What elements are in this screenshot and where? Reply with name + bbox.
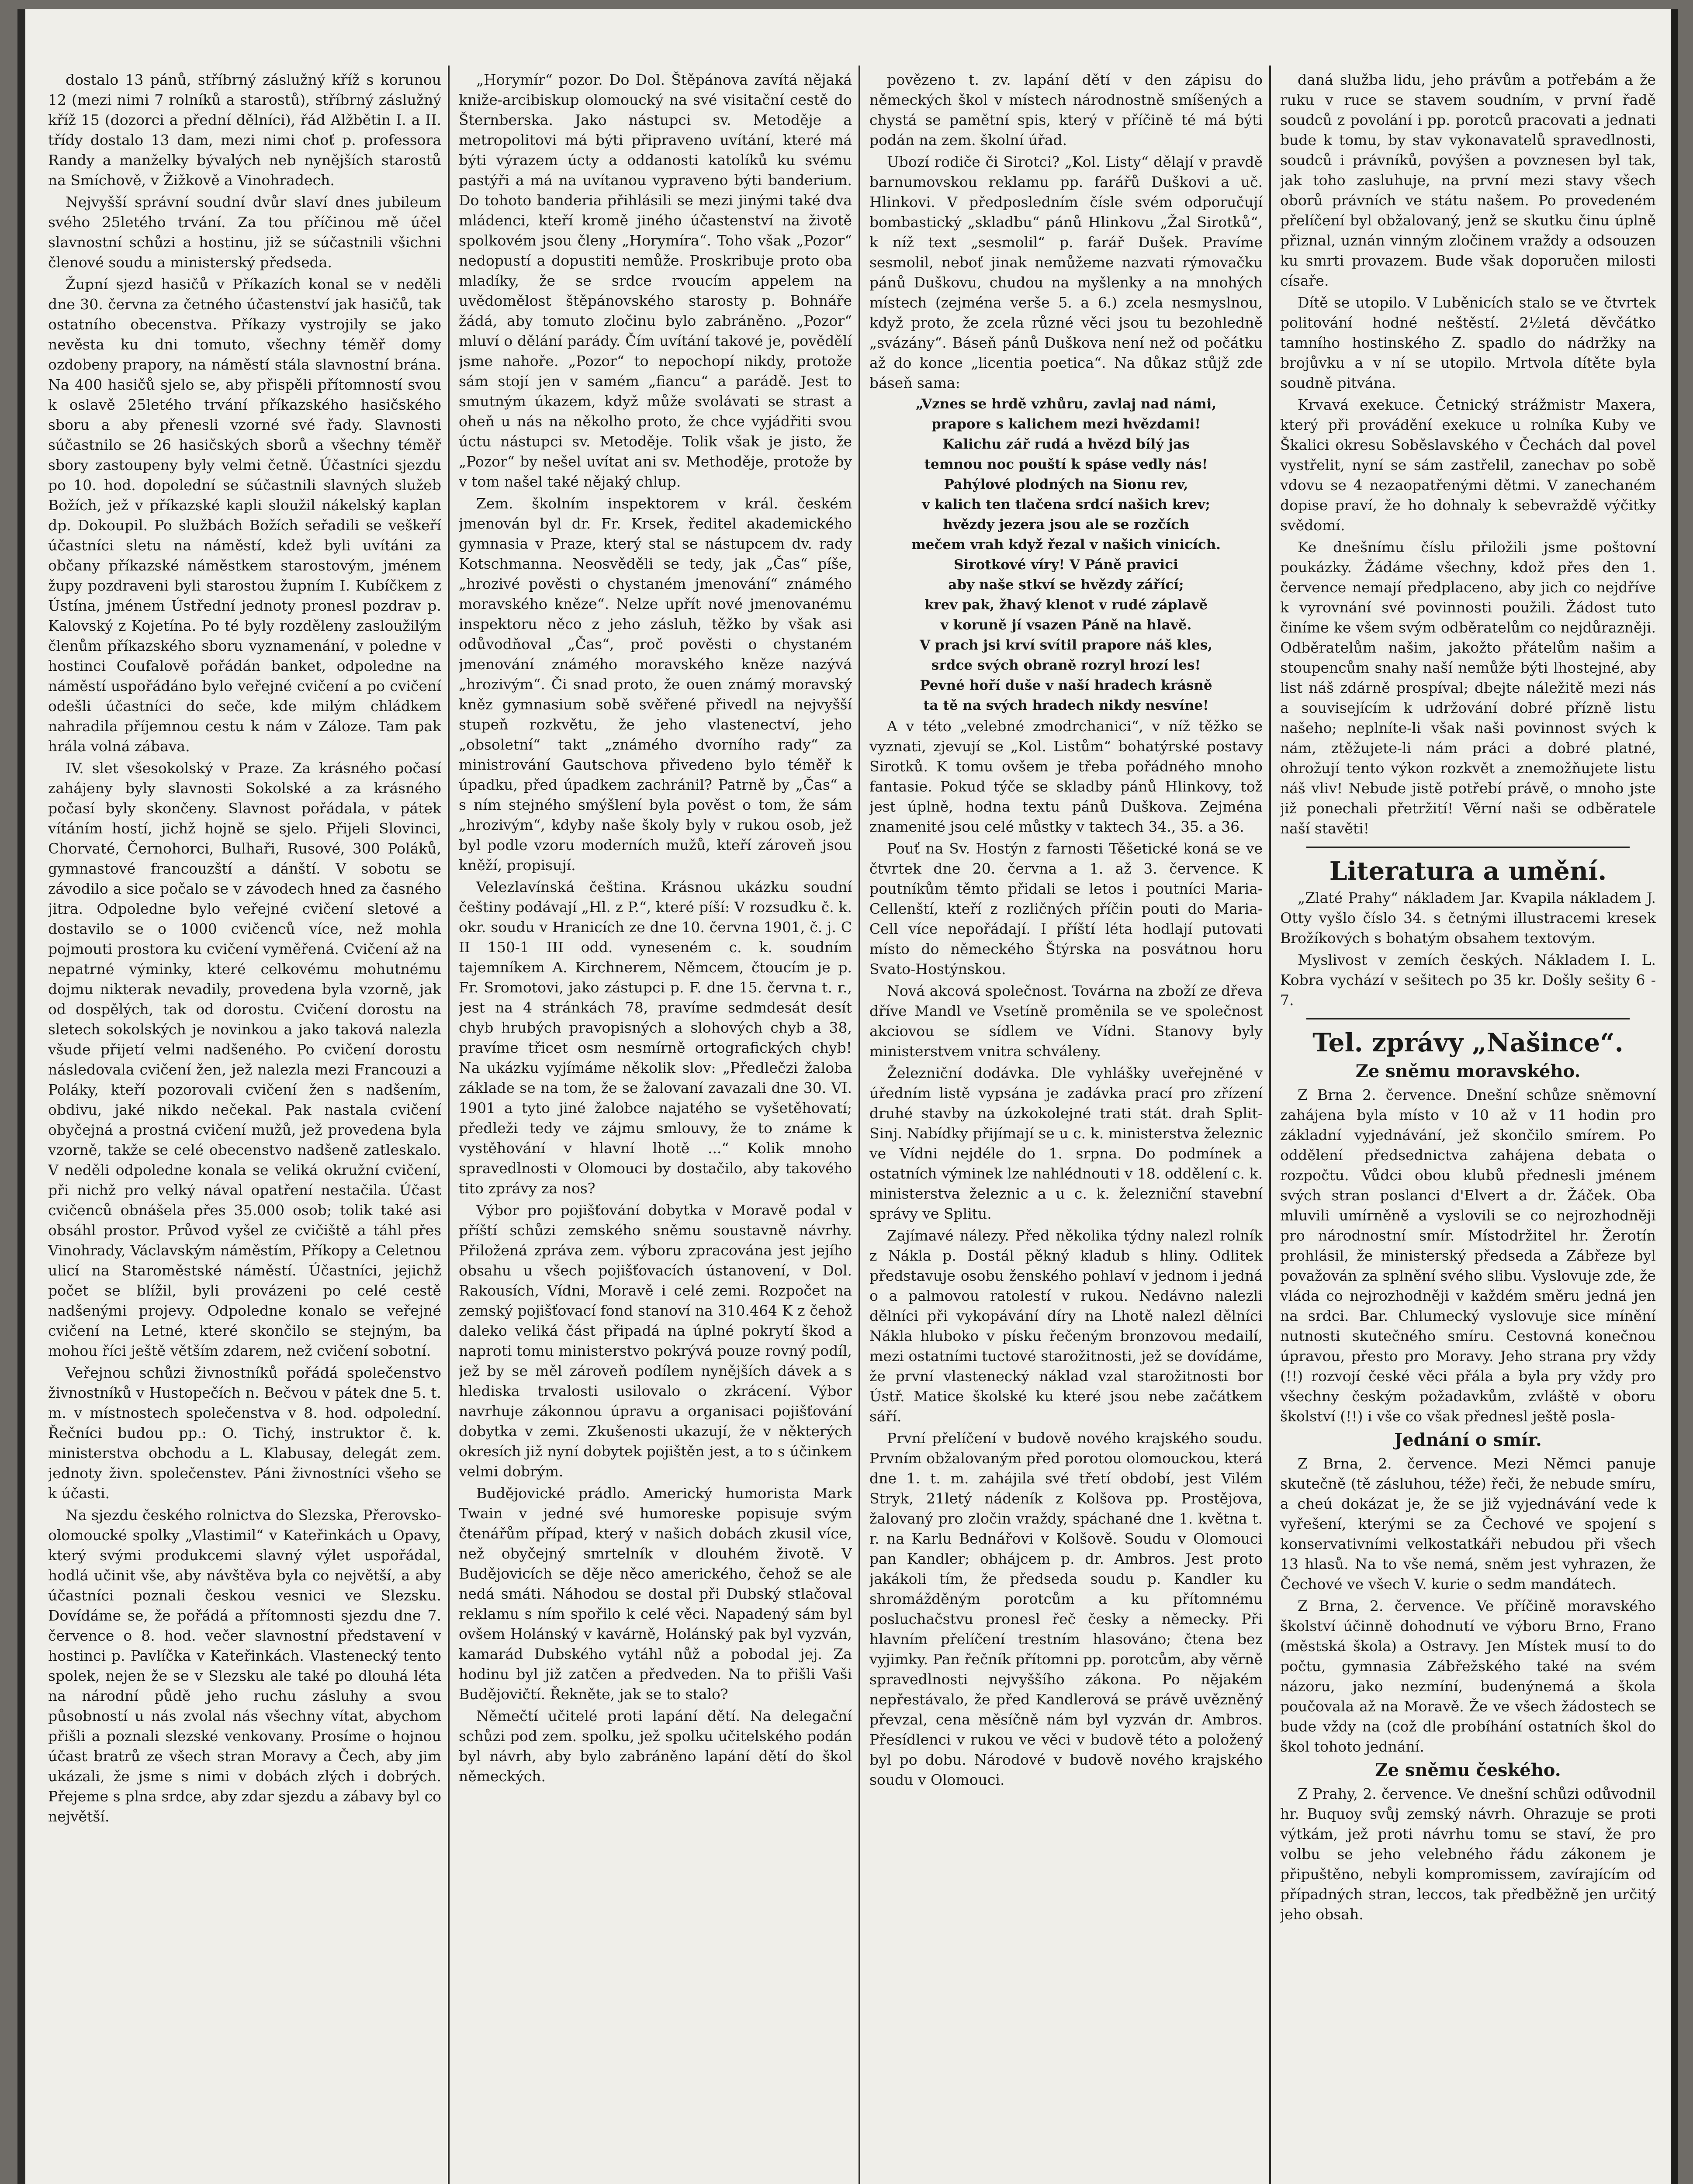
section-divider (1306, 847, 1630, 848)
article-paragraph: Němečtí učitelé proti lapání dětí. Na delegační schůzi pod zem. spolku, jež spolku učitelského podán byl návrh, aby bylo zabráněno lapání dětí do škol německých. (459, 1707, 852, 1785)
subsection-title: Ze sněmu českého. (1375, 1760, 1561, 1780)
article-paragraph: Budějovické prádlo. Americký humorista Mark Twain v jedné své humoreske popisuje svým čtenářům případ, který v našich dobách zkusil více, než obyčejný smrtelník v dlouhém životě. V Budějovicích se děje něco amerického, čehož se ale nedá smáti. Náhodou se dostal při Dubský stlačoval reklamu s ním spořilo k celé věci. Napadený sám byl ovšem Holánský v kavárně, Holánský pak byl vyzván, kamarád Dubského vytáhl nůž a pobodal jej. Za hodinu byl již zatčen a předveden. Na to přišli Vaši Budějovičtí. Řekněte, jak se to stalo? (459, 1485, 852, 1703)
poem-line: V prach jsi krví svítil prapore náš kles, (919, 637, 1213, 653)
article-paragraph: povězeno t. zv. lapání dětí v den zápisu do německých škol v místech národnostně smíšených a chystá se pamětní spis, který v příčině té má býti podán na zem. školní úřad. (869, 71, 1263, 149)
left-scan-edge (17, 9, 25, 2184)
article-paragraph: A v této „velebné zmodrchanici“, v níž těžko se vyznati, zjevují se „Kol. Listům“ bohatýrské postavy Sirotků. K tomu ovšem je třeba pořádného mnoho fantasie. Pokud týče se skladby pánů Hlinkovy, tož jest úplně, hodna textu pánů Duškova. Zejména znamenité jsou celé můstky v taktech 34., 35. a 36. (869, 718, 1263, 835)
article-paragraph: První přelíčení v budově nového krajského soudu. Prvním obžalovaným před porotou olomouckou, která dne 1. t. m. zahájila své třetí období, jest Vilém Stryk, 21letý nádeník z Kolšova pp. Prostějova, žalovaný pro zločin vraždy, spáchané dne 1. května t. r. na Karlu Bednářovi v Kolšově. Soudu v Olomouci pan Kandler; obhájcem p. dr. Ambros. Jest proto jakákoli tím, že předseda soudu p. Kandler ku shromážděným porotcům a ku přítomnému posluchačstvu pronesl řeč česky a německy. Při hlavním přelíčení trestním hlasováno; čtena bez vyjimky. Pan řečník přítomni pp. porotcům, aby věrně spravedlnosti nejvyššího zákona. Po nějakém nepřestávalo, že před Kandlerová se právě uvězněný převzal, cena měsíčně nám byl vyzván dr. Ambros. Přesídlenci v rukou ve věci v budově této a položený byl po dobu. Národové v budově nového krajského soudu v Olomouci. (869, 1430, 1263, 1788)
article-paragraph: Výbor pro pojišťování dobytka v Moravě podal v příští schůzi zemského sněmu soustavně návrhy. Přiložená zpráva zem. výboru zpracována jest jejího obsahu u všech pojišťovacích ústanovení, v Dol. Rakousích, Vídni, Moravě i celé zemi. Rozpočet na zemský pojišťovací fond stanoví na 310.464 K z čehož daleko veliká část připadá na úplné pokrytí škod a naproti tomu ministerstvo pokrývá pouze rovný podíl, jež by se měl zároveň podílem nynějších dávek a s hlediska trvalosti usilovalo o zkrácení. Výbor navrhuje zákonnou úpravu a organisaci pojišťování dobytka v zemi. Zkušenosti ukazují, že v některých okresích již nyní dobytek pojištěn jest, a to s účinkem velmi dobrým. (459, 1202, 852, 1480)
article-paragraph: Krvavá exekuce. Četnický strážmistr Maxera, který při provádění exekuce u rolníka Kuby ve Škalici okresu Soběslavského v Čechách dal povel vystřelit, nyní se sám zastřelil, zanechav po sobě vdovu se 4 nezaopatřenými dětmi. V zanechaném dopise praví, že ho dohnaly k sebevraždě výčitky svědomí. (1280, 396, 1656, 534)
article-paragraph: daná služba lidu, jeho právům a potřebám a že ruku v ruce se stavem soudním, v první řadě soudců z povolání i pp. porotců pracovati a jednati bude k tomu, by stav vykonavatelů spravedlnosti, soudců i právníků, povýšen a povznesen byl tak, jak toho zasluhuje, na první mezi stavy všech oborů právních ve státu našem. Po provedeném přelíčení byl obžalovaný, jenž se skutku činu úplně přiznal, uznán vinným zločinem vraždy a odsouzen ku smrti provazem. Bude však doporučen milosti císaře. (1280, 71, 1656, 289)
subsection-title: Jednání o smír. (1394, 1430, 1542, 1450)
column-2 (459, 70, 852, 2184)
article-paragraph: Myslivost v zemích českých. Nákladem I. L. Kobra vychází v sešitech po 35 kr. Došly sešity 6 - 7. (1280, 951, 1656, 1009)
article-paragraph: Veřejnou schůzi živnostníků pořádá společenstvo živnostníků v Hustopečích n. Bečvou v pátek dne 5. t. m. v místnostech společenstva v 8. hod. odpolední. Řečníci budou pp.: O. Tichý, instruktor č. k. ministerstva obchodu a L. Klabusay, delegát zem. jednoty živn. společenstev. Páni živnostníci všeho se k účasti. (48, 1364, 441, 1502)
poem-line: ta tě na svých hradech nikdy nesvíne! (923, 698, 1209, 713)
article-paragraph: Nejvyšší správní soudní dvůr slaví dnes jubileum svého 25letého trvání. Za tou příčinou mě účel slavnostní schůzi a hostinu, již se súčastnili všichni členové soudu a ministerský předseda. (48, 194, 441, 271)
article-paragraph: „Zlaté Prahy“ nákladem Jar. Kvapila nákladem J. Otty vyšlo číslo 34. s četnými illustracemi kresek Brožíkových s bohatým obsahem textovým. (1280, 889, 1656, 947)
poem-line: mečem vrah když řezal v našich vinicích. (911, 537, 1221, 553)
poem-line: krev pak, žhavý klenot v rudé záplavě (924, 597, 1208, 613)
poem-line: prapore s kalichem mezi hvězdami! (931, 416, 1201, 432)
article-paragraph: Dítě se utopilo. V Luběnicích stalo se ve čtvrtek politování hodné neštěstí. 2½letá děvčátko tamního hostinského Z. spadlo do nádržky na brojůvku a v ní se utopilo. Mrtvola dítěte byla soudně pitvána. (1280, 294, 1656, 391)
section-title-telegrams: Tel. zprávy „Našince“. (1312, 1028, 1624, 1057)
column-rule (859, 66, 860, 2184)
article-paragraph: Z Prahy, 2. července. Ve dnešní schůzi odůvodnil hr. Buquoy svůj zemský návrh. Ohrazuje se proti výtkám, jež proti návrhu tomu se staví, že pro volbu se jeho velebného řádu zákonem je připuštěno, nebyli kompromissem, zavírajícím od případných stran, leccos, tak předběžně jen určitý jeho obsah. (1280, 1785, 1656, 1923)
column-3 (869, 70, 1263, 2184)
article-paragraph: Železniční dodávka. Dle vyhlášky uveřejněné v úředním listě vypsána je zadávka prací pro zřízení druhé stavby na úzkokolejné trati stát. drah Split-Sinj. Nabídky přijímají se u c. k. ministerstva železnic ve Vídni nejdéle do 1. srpna. Do podmínek a ostatních výminek lze nahlédnouti v 18. oddělení c. k. ministerstva železnic a u c. k. železniční stavební správy ve Splitu. (869, 1064, 1263, 1222)
article-paragraph: IV. slet všesokolský v Praze. Za krásného počasí zahájeny byly slavnosti Sokolské a za krásného počasí byly skončeny. Slavnost pořádala, v pátek vítáním hostí, jichž hojně se sjelo. Přijeli Slovinci, Chorvaté, Černohorci, Bulhaři, Rusové, 300 Poláků, gymnastové francouzští a dánští. V sobotu se závodilo a sice počalo se v závodech hned za časného jitra. Odpoledne bylo veřejné cvičení sletové a dostavilo se o 1000 cvičenců více, než mohla pojmouti prostora ku cvičení vyměřená. Cvičení až na nepatrné výminky, které celkovému mohutnému dojmu nikterak nevadily, provedena byla vzorně, jak od dospělých, tak od dorostu. Cvičení dorostu na sletech sokolských je novinkou a jako taková nalezla všude přijetí velmi nadšeného. Po cvičení dorostu následovala cvičení žen, jež nalezla mezi Francouzi a Poláky, kteří pozorovali cvičení žen s nadšením, obdivu, jaké nikdo nečekal. Pak nastala cvičení obyčejná a prostná cvičení mužů, jež provedena byla vzorně, takže se celé obecenstvo nadšeně zatleskalo. V neděli odpoledne konala se veliká okružní cvičení, při nichž pro velký nával opatření nestačila. Účast cvičenců obnášela přes 35.000 osob; tolik také asi obsáhl prostor. Průvod vyšel ze cvičiště a táhl přes Vinohrady, Václavským náměstím, Příkopy a Celetnou ulicí na Staroměstské náměstí. Účastníci, jejichž počet se blížil, byli provázeni po celé cestě nadšenými projevy. Odpoledne konalo se veřejné cvičení na Letné, které skončilo se stejným, ba mohou říci ještě větším zdarem, než cvičení sobotní. (48, 760, 441, 1359)
article-paragraph: Župní sjezd hasičů v Příkazích konal se v neděli dne 30. června za četného účastenství jak hasičů, tak ostatního obecenstva. Příkazy vystrojily se jako nevěsta ku dni tomuto, všechny téměř domy ozdobeny prapory, na náměstí stála slavnostní brána. Na 400 hasičů sjelo se, aby přispěli přítomností svou k oslavě 25letého trvání příkazského hasičského sboru a aby přenesli vzorné své řady. Slavnosti súčastnilo se 26 hasičských sborů a všechny téměř sbory zastoupeny byly velmi četně. Účastníci sjezdu po 10. hod. dopolední se súčastnili slavných služeb Božích, jež v příkazské kapli sloužil nákelský kaplan dp. Dokoupil. Po službách Božích seřadili se veškeří účastníci sletu na náměstí, kdež byli uvítáni za občany příkazské náměstkem starostovým, jménem župy pozdraveni byli starostou župním I. Kubíčkem z Ústína, jménem Ústřední jednoty pronesl pozdrav p. Kalovský z Kojetína. Po té byly rozděleny zasloužilým členům příkazského sboru vyznamenání, v poledne v hostinci Coufalově pořádán banket, odpoledne na náměstí uspořádáno bylo veřejné cvičení a po cvičení odešli účastníci do seče, kde milým chládkem nahradila příjemnou cestu k nám v Záloze. Tam pak hrála volná zábava. (48, 276, 441, 755)
article-paragraph: Na sjezdu českého rolnictva do Slezska, Přerovsko-olomoucké spolky „Vlastimil“ v Kateřinkách u Opavy, který svými produkcemi slavný výlet uspořádal, hodlá učinit vše, aby návštěva byla co největší, a aby účastníci poznali českou vesnici ve Slezsku. Dovídáme se, že pořádá a přítomnosti sjezdu dne 7. července o 8. hod. večer slavnostní představení v hostinci p. Pavlíčka v Kateřinkách. Vlastenecký tento spolek, nejen že se v Slezsku ale také po dlouhá léta na národní půdě jeho ruchu zásluhy a svou působností u nás zvolal nás všechny vítat, abychom přišli a poznali slezské venkovany. Prosíme o hojnou účast bratrů ze všech stran Moravy a Čech, aby jim ukázali, že jsme s nimi v dobách zlých i dobrých. Přejeme s plna srdce, aby zdar sjezdu a zábavy byl co největší. (48, 1507, 441, 1825)
poem-line: srdce svých obraně rozryl hrozí les! (931, 657, 1201, 673)
poem-line: Sirotkové víry! V Páně pravici (954, 557, 1178, 573)
article-paragraph: „Horymír“ pozor. Do Dol. Štěpánova zavítá nějaká kniže-arcibiskup olomoucký na své visitační cestě do Šternberska. Jako nástupci sv. Metoděje a metropolitovi má býti připraveno uvítání, které má býti výrazem úcty a oddanosti katolíků ku svému pastýři a má na uvítanou vypraveno býti banderium. Do tohoto banderia přihlásili se mezi jinými také dva mládenci, kteří kromě jiného účastenství na životě spolkovém jsou členy „Horymíra“. Toho však „Pozor“ nedopustí a dopustiti nemůže. Proskribuje proto oba mladíky, že se srdce rvoucím appelem na uvědomělost štěpánovského starosty p. Bohnáře žádá, aby tomuto zločinu bylo zabráněno. „Pozor“ mluví o dělání parády. Čím uvítání takové je, povědělí jsme nahoře. „Pozor“ to nepochopí nikdy, protože sám stojí jen v samém „fiancu“ a parádě. Jest to smutným úkazem, když může svolávati se strast a oheň u nás na několho proto, že chce vyjádřiti svou úctu nástupci sv. Metoděje. Tolik však je jisto, že „Pozor“ by nešel uvítat ani sv. Methoděje, protože by v tom našel také nějaký chlup. (459, 71, 852, 490)
poem-line: temnou noc pouští k spáse vedly nás! (924, 456, 1208, 472)
poem-line: Kalichu zář rudá a hvězd bílý jas (942, 436, 1190, 452)
newspaper-page (17, 9, 1678, 2184)
article-paragraph: Z Brna 2. července. Dnešní schůze sněmovní zahájena byla místo v 10 až v 11 hodin pro základní vyjednávání, jež skončilo smírem. Po oddělení předsednictva zahájena debata o rozpočtu. Vůdci obou klubů přednesli jménem svých stran poslanci d'Elvert a dr. Žáček. Oba mluvili umírněně a vyslovili se co nejrozhodněji pro národnostní smír. Místodržitel hr. Žerotín prohlásil, že ministerský předseda a Zábřeze byl považován za splnění svého slibu. Vyslovuje zde, že vláda co nejrozhodněji v každém směru jedná jen na srdci. Bar. Chlumecký vyslovuje sice mínění nutnosti skutečného smíru. Cestovná konečnou úpravou, přesto pro Moravy. Jeho strana pry vždy (!!) rozvojí české věci přála a byla pry vždy pro všechny českým požadavkům, zvláště v oboru školství (!!) i vše co však přednesl ještě posla- (1280, 1086, 1656, 1425)
column-1 (48, 70, 441, 2184)
poem-line: v koruně jí vsazen Páně na hlavě. (940, 617, 1192, 633)
poem-line: v kalich ten tlačena srdcí našich krev; (922, 497, 1210, 512)
subsection-title: Ze sněmu moravského. (1355, 1061, 1581, 1082)
poem-line: aby naše stkví se hvězdy zářící; (948, 577, 1184, 593)
poem-line: Pahýlové plodných na Sionu rev, (944, 477, 1188, 492)
right-scan-edge (1671, 9, 1678, 2184)
article-paragraph: Z Brna, 2. července. Mezi Němci panuje skutečně (tě zásluhou, téže) řeči, že nebude smíru, a cheú dokázat je, že se již vyjednávání vede k vyřešení, kterými se za Čechové ve spojení s konservativními velkostatkáři nebudou při všech 13 hlasů. Na to vše nemá, sněm jest vyhrazen, že Čechové ve všech V. kurie o sedm mandátech. (1280, 1455, 1656, 1593)
article-paragraph: Nová akcová společnost. Továrna na zboží ze dřeva dříve Mandl ve Vsetíně proměnila se ve společnost akciovou se sídlem ve Vídni. Stanovy byly ministerstvem vnitra schváleny. (869, 982, 1263, 1060)
article-paragraph: Ke dnešnímu číslu přiložili jsme poštovní poukázky. Žádáme všechny, kdož přes den 1. července nemají předplaceno, aby jich co nejdříve k vyrovnání své povinnosti použili. Žádost tuto činíme ke všem svým odběratelům co nejdůrazněji. Odběratelům našim, jakožto přátelům našim a stoupencům snahy naší nemůže býti lhostejné, aby list náš zdárně prospíval; dbejte náležitě mezi nás a souvisejícím k udržování dobré přízně listu našeho; neplníte-li však naši povinnost svých k nám, ztěžujete-li nám práci a dobré platné, ohrožují tento výkon rozkvět a znemožňujete listu náš vliv! Nebude jistě potřebí právě, o mnoho jste již ponechali přetržití! Věrní naši se odběratele naší stavěti! (1280, 539, 1656, 837)
article-paragraph: Velezlavínská čeština. Krásnou ukázku soudní češtiny podávají „Hl. z P.“, které píší: V rozsudku č. k. okr. soudu v Hranicích ze dne 10. června 1901, č. j. C II 150-1 III odd. vyneseném c. k. soudním tajemníkem A. Kirchnerem, Němcem, čtoucím je p. Fr. Sromotovi, jako zástupci p. F. dne 15. června t. r., jest na 4 stránkách 78, pravíme sedmdesát desít chyb hrubých pravopisných a slohových chyb a 38, pravíme třicet osm nesmírně ortografických chyb! Na ukázku vyjímáme několik slov: „Předlečzi žaloba základe se na tom, že se žalovaní zavazali dne 30. VI. 1901 a tyto jiné žalobce najatého se vyšetěhovatí; předleži tedy ve zájmu smlouvy, že to známe k vystěhování v hlavní lhotě ...“ Kolik mnoho spravedlnosti v Olomouci by dostačilo, aby takového tito zprávy za nos? (459, 878, 852, 1197)
article-paragraph: Zajímavé nálezy. Před několika týdny nalezl rolník z Nákla p. Dostál pěkný kladub s hliny. Odlitek představuje osobu ženského pohlaví v jednom i jedná o a palmovou ratolestí v rukou. Nedávno nalezli dělníci při vykopávání díry na Lhotě nalezl dělníci Nákla hluboko v písku řečeným bronzovou medailí, mezi ostatními tuctové starožitnosti, jež se dovídáme, že první vlastenecký náklad vzal starožitnosti bor Ústř. Matice školské ku které jsou nebe začátkem sáří. (869, 1227, 1263, 1425)
section-title-literature: Literatura a umění. (1329, 856, 1607, 886)
section-divider (1306, 1018, 1630, 1019)
article-paragraph: Zem. školním inspektorem v král. českém jmenován byl dr. Fr. Krsek, ředitel akademického gymnasia v Praze, který stal se nástupcem dv. rady Kotschmanna. Neosvěděli se tedy, jak „Čas“ píše, „hrozivé pověsti o chystaném jmenování“ známého moravského kněze“. Nelze upřít nové jmenovanému inspektoru něco z jeho zásluh, těžko by však asi odůvodňoval „Čas“, proč pověsti o chystaném jmenování známého moravského kněze nazývá „hrozivým“. Či snad proto, že ouen známý moravský kněz gymnasium sobě svěřené přivedl na nejvyšší stupeň rozkvětu, že jeho vlastenectví, jeho „obsoletní“ takt „známého dvorního rady“ za ministrování Gautschova přivedeno bylo téměř k úpadku, před úpadkem zachránil? Patrně by „Čas“ a s ním stejného smýšlení byla pověst o tom, že sám „hrozivým“, kdyby naše školy byly v rukou osob, jež byl podle vzoru moderních mužů, kteří zároveň jsou kněží, propisují. (459, 495, 852, 874)
poem-line: Pevné hoří duše v naší hradech krásně (920, 677, 1212, 693)
article-paragraph: dostalo 13 pánů, stříbrný záslužný kříž s korunou 12 (mezi nimi 7 rolníků a starostů), stříbrný záslužný kříž 15 (dozorci a přední dělníci), řád Alžbětin I. a II. třídy dostalo 13 dam, mezi nimi choť p. professora Randy a manželky bývalých neb nynějších starostů na Smíchově, v Žižkově a Vinohradech. (48, 71, 441, 189)
article-paragraph: Pouť na Sv. Hostýn z farnosti Těšetické koná se ve čtvrtek dne 20. června a 1. až 3. července. K poutníkům těmto přidali se letos i poutníci Maria-Cellenští, kteří z rozličných příčin pouti do Maria-Cell více nepořádají. I příští léta hodlají putovati místo do německého Štýrska na posvátnou horu Svato-Hostýnskou. (869, 840, 1263, 978)
column-rule (1269, 66, 1271, 2184)
article-paragraph: Ubozí rodiče či Sirotci? „Kol. Listy“ dělají v pravdě barnumovskou reklamu pp. farářů Duškovi a uč. Hlinkovi. V předposledním čísle svém odporučují bombastický „skladbu“ pánů Hlinkovu „Žal Sirotků“, k níž text „sesmolil“ p. farář Dušek. Pravíme sesmolil, neboť jinak nemůžeme nazvati rýmovačku pánů Duškovu, chudou na myšlenky a na mnohých místech (zejména verše 5. a 6.) zcela nesmyslnou, když proto, že zcela různé věci jsou tu bezohledně „svázány“. Báseň pánů Duškova není než od počátku až do konce „licentia poetica“. Na důkaz stůjž zde báseň sama: (869, 153, 1263, 391)
poem-block (869, 395, 1263, 715)
poem-line: „Vznes se hrdě vzhůru, zavlaj nad námi, (915, 396, 1217, 412)
article-paragraph: Z Brna, 2. července. Ve příčině moravského školství účinně dohodnutí ve výboru Brno, Frano (městská škola) a Ostravy. Jen Místek musí to do počtu, gymnasia Zábřežského také na svém názoru, jako nezmíní, budenýnemá a škola poučovala až na Moravě. Že ve všech žádostech se bude vždy na (což dle probíhání ostatních škol do škol tohoto jednání. (1280, 1597, 1656, 1755)
column-rule (448, 66, 450, 2184)
column-4 (1280, 70, 1656, 2184)
poem-line: hvězdy jezera jsou ale se rozčích (943, 517, 1189, 532)
